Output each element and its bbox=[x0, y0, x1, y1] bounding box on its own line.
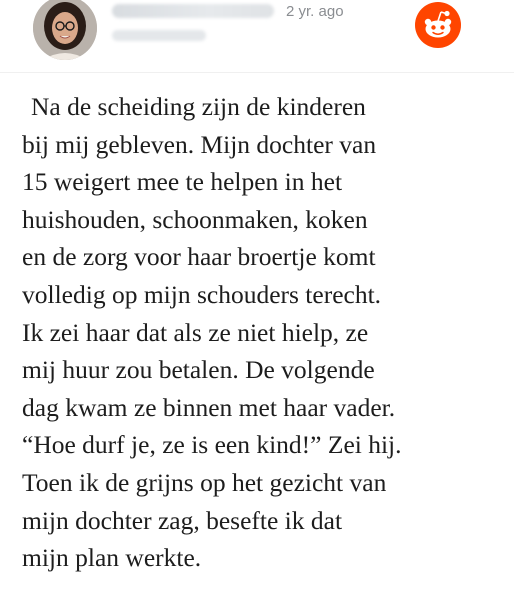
post-body-line: mijn plan werkte. bbox=[22, 543, 202, 573]
username-redacted bbox=[112, 4, 274, 18]
post-body-line: Na de scheiding zijn de kinderen bbox=[31, 92, 366, 121]
post-body-line: volledig op mijn schouders terecht. bbox=[22, 279, 382, 309]
post-body-line: dag kwam ze binnen met haar vader. bbox=[22, 392, 396, 422]
reddit-icon[interactable] bbox=[415, 2, 461, 48]
post-body-line: Ik zei haar dat als ze niet hielp, ze bbox=[22, 317, 369, 347]
user-avatar[interactable] bbox=[33, 0, 97, 60]
post-body-line: 15 weigert mee te helpen in het bbox=[22, 167, 343, 197]
post-body-line: “Hoe durf je, ze is een kind!” Zei hij. bbox=[22, 430, 402, 460]
post-body-line: Toen ik de grijns op het gezicht van bbox=[22, 467, 387, 497]
header-divider bbox=[0, 72, 514, 73]
avatar-image bbox=[33, 0, 97, 60]
post-body-line: huishouden, schoonmaken, koken bbox=[22, 204, 368, 234]
post-age: 2 yr. ago bbox=[286, 3, 344, 20]
post-header bbox=[0, 0, 514, 72]
post-body-line: en de zorg voor haar broertje komt bbox=[22, 242, 376, 272]
post-body-line: mij huur zou betalen. De volgende bbox=[22, 355, 375, 385]
post-body bbox=[22, 88, 502, 577]
byline-redacted bbox=[112, 30, 206, 41]
post-body-line: bij mij gebleven. Mijn dochter van bbox=[22, 129, 377, 159]
post-body-line: mijn dochter zag, besefte ik dat bbox=[22, 505, 343, 535]
